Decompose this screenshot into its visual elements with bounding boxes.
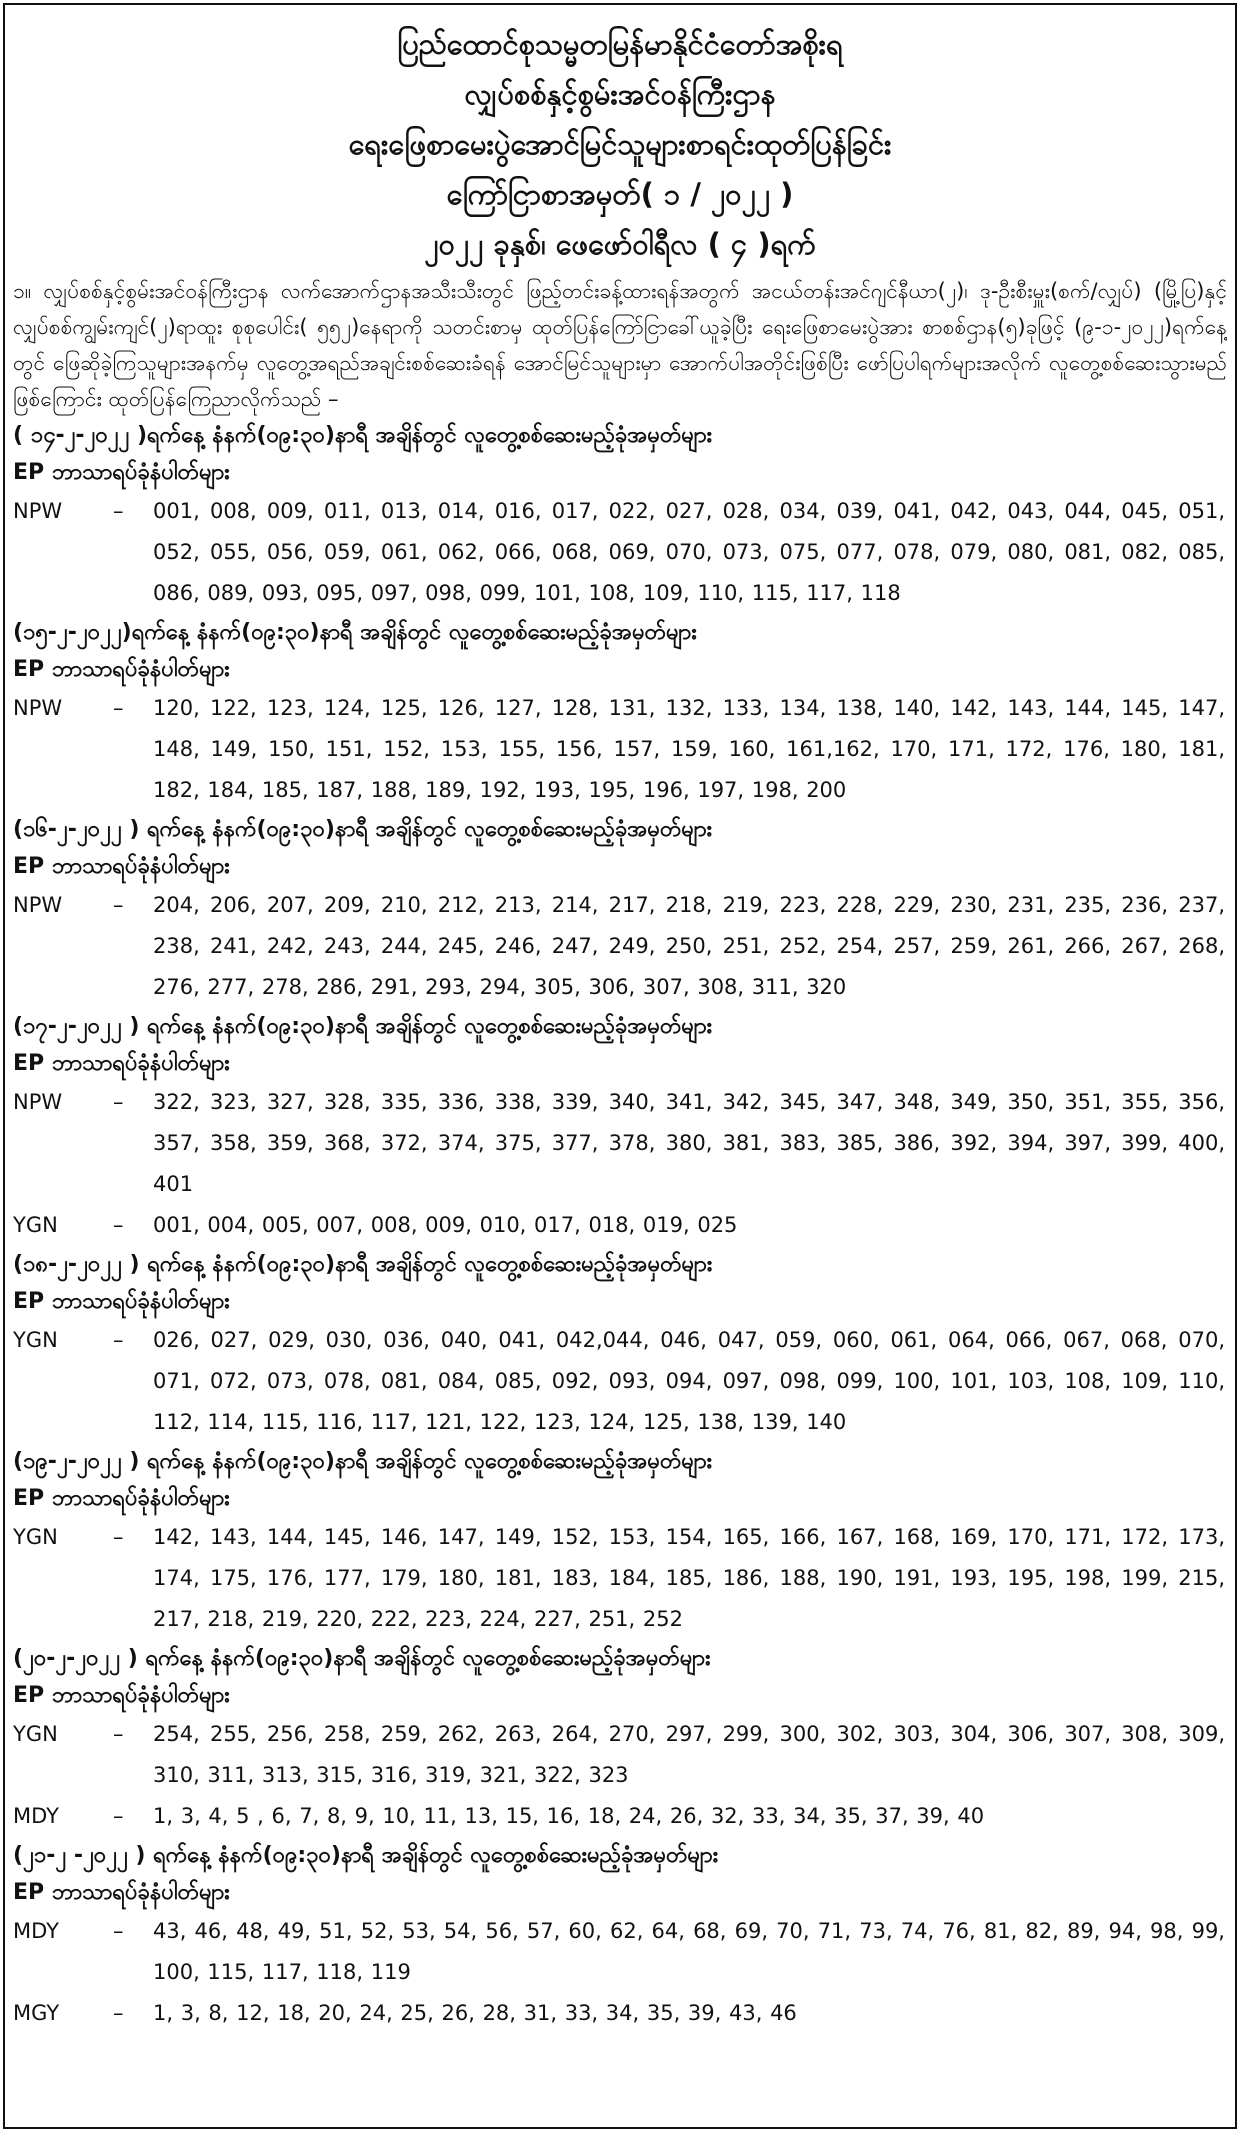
separator-dash: –	[113, 1722, 124, 1746]
seat-number-row	[13, 1911, 1227, 1993]
center-code: NPW	[13, 499, 63, 523]
center-code: MDY	[13, 1804, 59, 1828]
seat-numbers: 204, 206, 207, 209, 210, 212, 213, 214, 217, 218, 219, 223, 228, 229, 230, 231, 235, 236, 237, 238, 241, 242, 243, 244, 245, 246, 247, 249, 250, 251, 252, 254, 257, 259, 261, 266, 267, 268, 276, 277, 278, 286, 291, 293, 294, 305, 306, 307, 308, 311, 320	[153, 893, 1225, 999]
schedule-section	[13, 417, 1227, 614]
center-code: YGN	[13, 1328, 58, 1352]
seat-number-row	[13, 1993, 1227, 2034]
header-notice-number: ကြော်ငြာစာအမှတ်( ၁ / ၂၀၂၂ )	[446, 177, 794, 211]
section-subject-heading: EP ဘာသာရပ်ခုံနံပါတ်များ	[13, 1683, 230, 1708]
seat-number-row	[13, 885, 1227, 1008]
separator-dash: –	[113, 1328, 124, 1352]
schedule-section	[13, 811, 1227, 1008]
schedule-section	[13, 1246, 1227, 1443]
separator-dash: –	[113, 1525, 124, 1549]
separator-dash: –	[113, 1919, 124, 1943]
seat-numbers: 026, 027, 029, 030, 036, 040, 041, 042,044, 046, 047, 059, 060, 061, 064, 066, 067, 068, 070, 071, 072, 073, 078, 081, 084, 085, 092, 093, 094, 097, 098, 099, 100, 101, 103, 108, 109, 110, 112, 114, 115, 116, 117, 121, 122, 123, 124, 125, 138, 139, 140	[153, 1328, 1225, 1434]
center-code: YGN	[13, 1722, 58, 1746]
section-subject-heading: EP ဘာသာရပ်ခုံနံပါတ်များ	[13, 657, 230, 682]
schedule-sections	[5, 417, 1235, 2034]
section-date-title: (၁၈-၂-၂၀၂၂ ) ရက်နေ့ နံနက်(၀၉:၃၀)နာရီ အချိန်တွင် လူတွေ့စစ်ဆေးမည့်ခုံအမှတ်များ	[13, 1252, 713, 1277]
separator-dash: –	[113, 696, 124, 720]
section-date-title: (၂၀-၂-၂၀၂၂ ) ရက်နေ့ နံနက်(၀၉:၃၀)နာရီ အချိန်တွင် လူတွေ့စစ်ဆေးမည့်ခုံအမှတ်များ	[13, 1646, 711, 1671]
schedule-section	[13, 1008, 1227, 1246]
seat-numbers: 001, 008, 009, 011, 013, 014, 016, 017, 022, 027, 028, 034, 039, 041, 042, 043, 044, 045, 051, 052, 055, 056, 059, 061, 062, 066, 068, 069, 070, 073, 075, 077, 078, 079, 080, 081, 082, 085, 086, 089, 093, 095, 097, 098, 099, 101, 108, 109, 110, 115, 117, 118	[153, 499, 1225, 605]
separator-dash: –	[113, 1804, 124, 1828]
seat-numbers: 142, 143, 144, 145, 146, 147, 149, 152, 153, 154, 165, 166, 167, 168, 169, 170, 171, 172, 173, 174, 175, 176, 177, 179, 180, 181, 183, 184, 185, 186, 188, 190, 191, 193, 195, 198, 199, 215, 217, 218, 219, 220, 222, 223, 224, 227, 251, 252	[153, 1525, 1225, 1631]
center-code: YGN	[13, 1525, 58, 1549]
schedule-section	[13, 1443, 1227, 1640]
seat-numbers: 1, 3, 4, 5 , 6, 7, 8, 9, 10, 11, 13, 15, 16, 18, 24, 26, 32, 33, 34, 35, 37, 39, 40	[153, 1804, 985, 1828]
notice-page	[3, 3, 1237, 2129]
separator-dash: –	[113, 893, 124, 917]
separator-dash: –	[113, 2001, 124, 2025]
schedule-section	[13, 1640, 1227, 1837]
section-subject-heading: EP ဘာသာရပ်ခုံနံပါတ်များ	[13, 1051, 230, 1076]
separator-dash: –	[113, 499, 124, 523]
section-subject-heading: EP ဘာသာရပ်ခုံနံပါတ်များ	[13, 1880, 230, 1905]
center-code: MGY	[13, 2001, 60, 2025]
intro-paragraph: ၁။ လျှပ်စစ်နှင့်စွမ်းအင်ဝန်ကြီးဌာန လက်အောက်ဌာနအသီးသီးတွင် ဖြည့်တင်းခန့်ထားရန်အတွက် အငယ်တန်းအင်ဂျင်နီယာ(၂)၊ ဒု-ဦးစီးမှူး(စက်/လျှပ်) (မြို့ပြ)နှင့်လျှပ်စစ်ကျွမ်းကျင်(၂)ရာထူး စုစုပေါင်း( ၅၅၂)နေရာကို သတင်းစာမှ ထုတ်ပြန်ကြော်ငြာခေါ်ယူခဲ့ပြီး ရေးဖြေစာမေးပွဲအား စာစစ်ဌာန(၅)ခုဖြင့် (၉-၁-၂၀၂၂)ရက်နေ့တွင် ဖြေဆိုခဲ့ကြသူများအနက်မှ လူတွေ့အရည်အချင်းစစ်ဆေးခံရန် အောင်မြင်သူများမှာ အောက်ပါအတိုင်းဖြစ်ပြီး ဖော်ပြပါရက်များအလိုက် လူတွေ့စစ်ဆေးသွားမည်ဖြစ်ကြောင်း ထုတ်ပြန်ကြေညာလိုက်သည် –	[13, 279, 1227, 411]
header-ministry: လျှပ်စစ်နှင့်စွမ်းအင်ဝန်ကြီးဌာန	[464, 77, 776, 111]
seat-numbers: 254, 255, 256, 258, 259, 262, 263, 264, 270, 297, 299, 300, 302, 303, 304, 306, 307, 308, 309, 310, 311, 313, 315, 316, 319, 321, 322, 323	[153, 1722, 1225, 1787]
section-date-title: (၁၉-၂-၂၀၂၂ ) ရက်နေ့ နံနက်(၀၉:၃၀)နာရီ အချိန်တွင် လူတွေ့စစ်ဆေးမည့်ခုံအမှတ်များ	[13, 1449, 713, 1474]
header-government: ပြည်ထောင်စုသမ္မတမြန်မာနိုင်ငံတော်အစိုးရ	[397, 27, 843, 61]
seat-number-row	[13, 1714, 1227, 1796]
schedule-section	[13, 1837, 1227, 2034]
seat-number-row	[13, 1205, 1227, 1246]
section-subject-heading: EP ဘာသာရပ်ခုံနံပါတ်များ	[13, 460, 230, 485]
section-date-title: (၂၁-၂ -၂၀၂၂ ) ရက်နေ့ နံနက်(၀၉:၃၀)နာရီ အချိန်တွင် လူတွေ့စစ်ဆေးမည့်ခုံအမှတ်များ	[13, 1843, 719, 1868]
section-subject-heading: EP ဘာသာရပ်ခုံနံပါတ်များ	[13, 854, 230, 879]
section-date-title: (၁၇-၂-၂၀၂၂ ) ရက်နေ့ နံနက်(၀၉:၃၀)နာရီ အချိန်တွင် လူတွေ့စစ်ဆေးမည့်ခုံအမှတ်များ	[13, 1014, 713, 1039]
header-subject: ရေးဖြေစာမေးပွဲအောင်မြင်သူများစာရင်းထုတ်ပြန်ခြင်း	[348, 127, 892, 161]
separator-dash: –	[113, 1090, 124, 1114]
seat-number-row	[13, 1517, 1227, 1640]
seat-number-row	[13, 1082, 1227, 1205]
seat-number-row	[13, 1796, 1227, 1837]
center-code: NPW	[13, 1090, 63, 1114]
section-subject-heading: EP ဘာသာရပ်ခုံနံပါတ်များ	[13, 1289, 230, 1314]
seat-number-row	[13, 491, 1227, 614]
section-subject-heading: EP ဘာသာရပ်ခုံနံပါတ်များ	[13, 1486, 230, 1511]
center-code: YGN	[13, 1213, 58, 1237]
header-date: ၂၀၂၂ ခုနှစ်၊ ဖေဖော်ဝါရီလ ( ၄ )ရက်	[424, 227, 816, 261]
section-date-title: (၁၅-၂-၂၀၂၂)ရက်နေ့ နံနက်(၀၉:၃၀)နာရီ အချိန်တွင် လူတွေ့စစ်ဆေးမည့်ခုံအမှတ်များ	[13, 620, 697, 645]
seat-numbers: 001, 004, 005, 007, 008, 009, 010, 017, 018, 019, 025	[153, 1213, 738, 1237]
seat-number-row	[13, 688, 1227, 811]
notice-header	[5, 5, 1235, 269]
seat-numbers: 1, 3, 8, 12, 18, 20, 24, 25, 26, 28, 31, 33, 34, 35, 39, 43, 46	[153, 2001, 797, 2025]
schedule-section	[13, 614, 1227, 811]
seat-numbers: 120, 122, 123, 124, 125, 126, 127, 128, 131, 132, 133, 134, 138, 140, 142, 143, 144, 145, 147, 148, 149, 150, 151, 152, 153, 155, 156, 157, 159, 160, 161,162, 170, 171, 172, 176, 180, 181, 182, 184, 185, 187, 188, 189, 192, 193, 195, 196, 197, 198, 200	[153, 696, 1225, 802]
seat-numbers: 322, 323, 327, 328, 335, 336, 338, 339, 340, 341, 342, 345, 347, 348, 349, 350, 351, 355, 356, 357, 358, 359, 368, 372, 374, 375, 377, 378, 380, 381, 383, 385, 386, 392, 394, 397, 399, 400, 401	[153, 1090, 1225, 1196]
center-code: MDY	[13, 1919, 59, 1943]
separator-dash: –	[113, 1213, 124, 1237]
section-date-title: (၁၆-၂-၂၀၂၂ ) ရက်နေ့ နံနက်(၀၉:၃၀)နာရီ အချိန်တွင် လူတွေ့စစ်ဆေးမည့်ခုံအမှတ်များ	[13, 817, 713, 842]
seat-numbers: 43, 46, 48, 49, 51, 52, 53, 54, 56, 57, 60, 62, 64, 68, 69, 70, 71, 73, 74, 76, 81, 82, 89, 94, 98, 99, 100, 115, 117, 118, 119	[153, 1919, 1225, 1984]
center-code: NPW	[13, 893, 63, 917]
seat-number-row	[13, 1320, 1227, 1443]
section-date-title: ( ၁၄-၂-၂၀၂၂ )ရက်နေ့ နံနက်(၀၉:၃၀)နာရီ အချိန်တွင် လူတွေ့စစ်ဆေးမည့်ခုံအမှတ်များ	[13, 423, 713, 448]
center-code: NPW	[13, 696, 63, 720]
